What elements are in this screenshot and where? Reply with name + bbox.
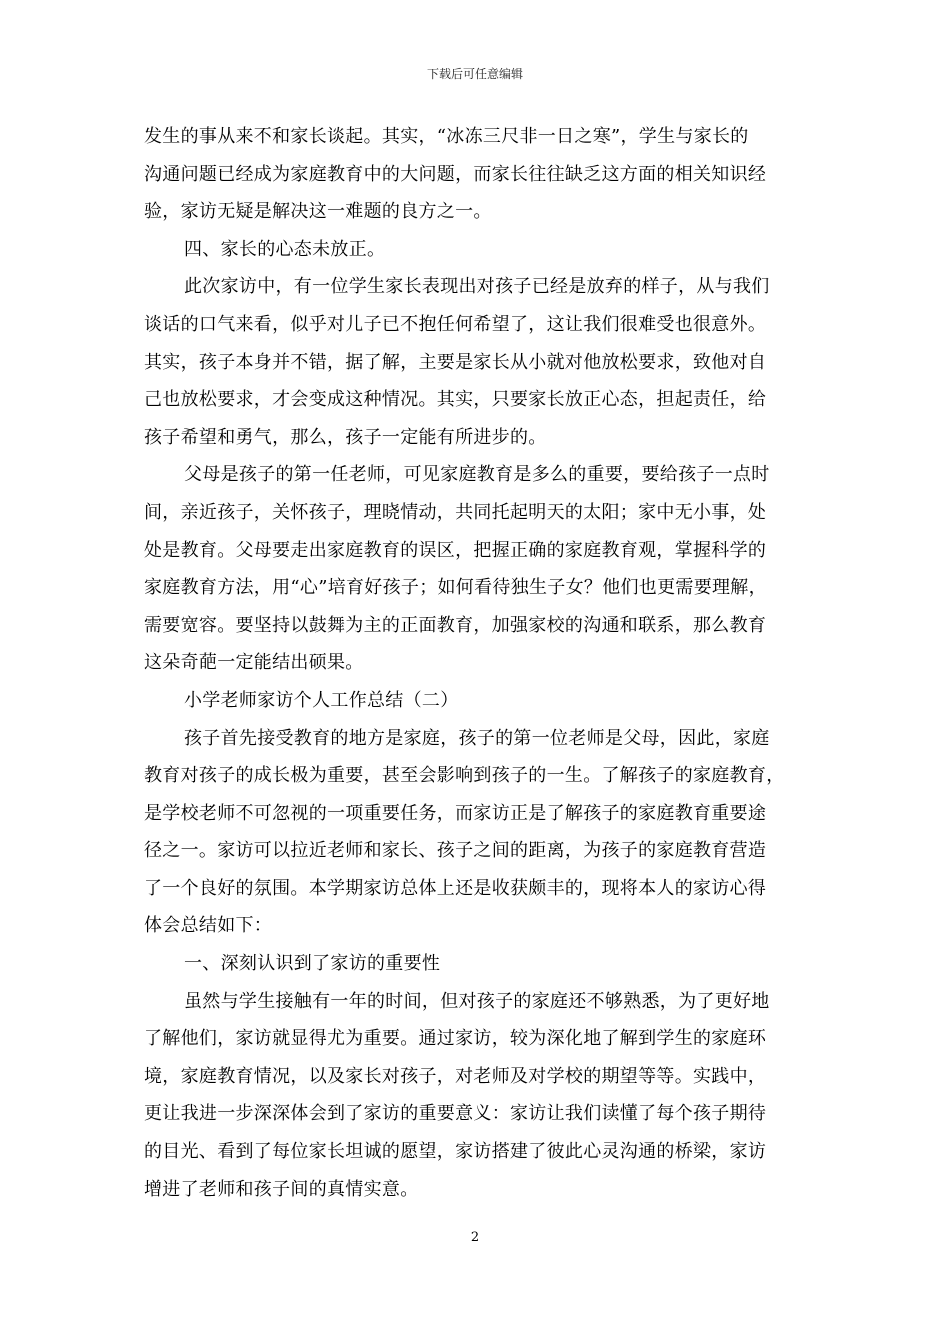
text-line: 需要宽容。要坚持以鼓舞为主的正面教育，加强家校的沟通和联系，那么教育 [144, 614, 767, 636]
text-line: 增进了老师和孩子间的真情实意。 [144, 1178, 419, 1200]
text-line: 了解他们，家访就显得尤为重要。通过家访，较为深化地了解到学生的家庭环 [144, 1028, 767, 1050]
section-heading: 一、深刻认识到了家访的重要性 [184, 953, 441, 975]
page-number: 2 [470, 1230, 480, 1245]
text-line: 教育对孩子的成长极为重要，甚至会影响到孩子的一生。了解孩子的家庭教育， [144, 765, 785, 787]
text-line: 境，家庭教育情况，以及家长对孩子，对老师及对学校的期望等等。实践中， [144, 1065, 767, 1087]
text-line: 了一个良好的氛围。本学期家访总体上还是收获颇丰的，现将本人的家访心得 [144, 877, 767, 899]
text-line: 径之一。家访可以拉近老师和家长、孩子之间的距离，为孩子的家庭教育营造 [144, 840, 767, 862]
text-line: 孩子希望和勇气，那么，孩子一定能有所进步的。 [144, 426, 547, 448]
text-line: 是学校老师不可忽视的一项重要任务，而家访正是了解孩子的家庭教育重要途 [144, 802, 767, 824]
text-line: 验，家访无疑是解决这一难题的良方之一。 [144, 201, 492, 223]
text-line: 更让我进一步深深体会到了家访的重要意义：家访让我们读懂了每个孩子期待 [144, 1103, 767, 1125]
text-line: 沟通问题已经成为家庭教育中的大问题，而家长往往缺乏这方面的相关知识经 [144, 163, 767, 185]
section-heading: 四、家长的心态未放正。 [184, 238, 386, 260]
text-line: 体会总结如下： [144, 915, 273, 937]
page-header: 下载后可任意编辑 [426, 67, 523, 81]
text-line: 间，亲近孩子，关怀孩子，理晓情动，共同托起明天的太阳；家中无小事，处 [144, 501, 767, 523]
text-line: 的目光、看到了每位家长坦诚的愿望，家访搭建了彼此心灵沟通的桥梁，家访 [144, 1141, 767, 1163]
text-line: 家庭教育方法，用“心”培育好孩子；如何看待独生子女？他们也更需要理解， [144, 577, 767, 599]
text-line: 父母是孩子的第一任老师，可见家庭教育是多么的重要，要给孩子一点时 [184, 464, 770, 486]
text-line: 这朵奇葩一定能结出硕果。 [144, 652, 364, 674]
text-line: 己也放松要求，才会变成这种情况。其实，只要家长放正心态，担起责任，给 [144, 389, 767, 411]
text-line: 发生的事从来不和家长谈起。其实，“冰冻三尺非一日之寒”，学生与家长的 [144, 126, 749, 147]
document-body [144, 118, 808, 1208]
text-line: 处是教育。父母要走出家庭教育的误区，把握正确的家庭教育观，掌握科学的 [144, 539, 767, 561]
text-line: 谈话的口气来看，似乎对儿子已不抱任何希望了，这让我们很难受也很意外。 [144, 313, 767, 335]
text-line: 此次家访中，有一位学生家长表现出对孩子已经是放弃的样子，从与我们 [184, 276, 770, 298]
subtitle: 小学老师家访个人工作总结（二） [184, 689, 459, 711]
text-line: 虽然与学生接触有一年的时间，但对孩子的家庭还不够熟悉，为了更好地 [184, 990, 770, 1012]
text-line: 其实，孩子本身并不错，据了解，主要是家长从小就对他放松要求，致他对自 [144, 351, 767, 373]
text-line: 孩子首先接受教育的地方是家庭，孩子的第一位老师是父母，因此，家庭 [184, 727, 770, 749]
